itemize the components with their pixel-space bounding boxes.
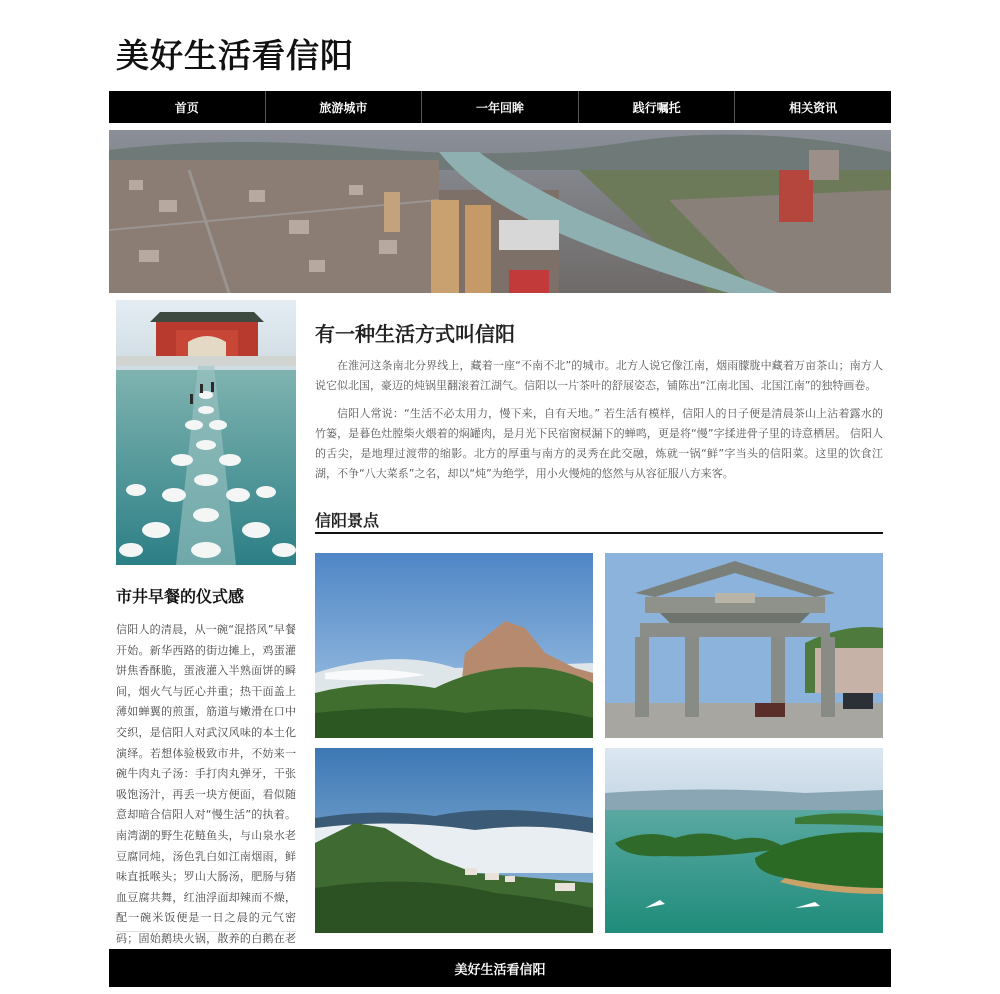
spots-heading: 信阳景点 bbox=[315, 511, 380, 530]
footer-text: 美好生活看信阳 bbox=[454, 962, 546, 978]
sidebar-heading: 市井早餐的仪式感 bbox=[116, 587, 245, 606]
side-photo-temple bbox=[116, 300, 296, 565]
sidebar-divider bbox=[116, 931, 296, 932]
main-nav bbox=[109, 91, 891, 123]
sidebar-text: 信阳人的清晨，从一碗“混搭风”早餐开始。新华西路的街边摊上，鸡蛋灌饼焦香酥脆，蛋液灌入半熟面饼的瞬间，烟火气与匠心并重；热干面盖上薄如蝉翼的煎蛋，筋道与嫩滑在口中交织，是信阳人对武汉风味的本土化演绎。若想体验极致市井，不妨来一碗牛肉丸子汤：手打肉丸弹牙，干张吸饱汤汁，再丢一块方便面，看似随意却暗合信阳人对“慢生活”的执着。南湾湖的野生花鲢鱼头，与山泉水老豆腐同炖，汤色乳白如江南烟雨，鲜味直抵喉头；罗山大肠汤，肥肠与猪血豆腐共舞，红油浮面却辣而不燥，配一碗米饭便是一日之晨的元气密码；固始鹅块火锅，散养的白鹅在老 bbox=[116, 623, 296, 945]
spot-photo-mountain[interactable] bbox=[315, 553, 593, 738]
nav-item-news[interactable]: 相关资讯 bbox=[789, 100, 838, 115]
nav-item-tourism-city[interactable]: 旅游城市 bbox=[266, 91, 423, 123]
footer bbox=[109, 949, 891, 987]
nav-item-year-review[interactable]: 一年回眸 bbox=[422, 91, 579, 123]
main-heading: 有一种生活方式叫信阳 bbox=[315, 322, 515, 346]
site-title: 美好生活看信阳 bbox=[116, 36, 354, 75]
spot-photo-lake[interactable] bbox=[605, 748, 883, 933]
main-paragraph: 信阳人常说：“生活不必太用力，慢下来，自有天地。” 若生活有模样，信阳人的日子便是清晨茶山上沾着露水的竹篓，是暮色灶膛柴火煨着的焖罐肉，是月光下民宿窗棂漏下的蝉鸣，更是将“慢”字揉进骨子里的诗意栖居。 信阳人的舌尖，是地理过渡带的缩影。北方的厚重与南方的灵秀在此交融，炼就一锅“鲜”字当头的信阳菜。这里的饮食江湖，不争“八大菜系”之名，却以“炖”为绝学，用小火慢炖的悠然与从容征服八方来客。 bbox=[315, 407, 883, 480]
spot-photo-clouds[interactable] bbox=[315, 748, 593, 933]
spot-photo-archway[interactable] bbox=[605, 553, 883, 738]
spots-divider bbox=[315, 532, 883, 534]
nav-item-practice[interactable]: 践行嘱托 bbox=[579, 91, 736, 123]
banner-image bbox=[109, 130, 891, 293]
nav-item-home[interactable]: 首页 bbox=[109, 91, 266, 123]
main-paragraph: 在淮河这条南北分界线上，藏着一座“不南不北”的城市。北方人说它像江南，烟雨朦胧中藏着万亩茶山；南方人说它似北国，豪迈的炖锅里翻滚着江湖气。信阳以一片茶叶的舒展姿态，铺陈出“江南北国、北国江南”的独特画卷。 bbox=[315, 359, 883, 392]
